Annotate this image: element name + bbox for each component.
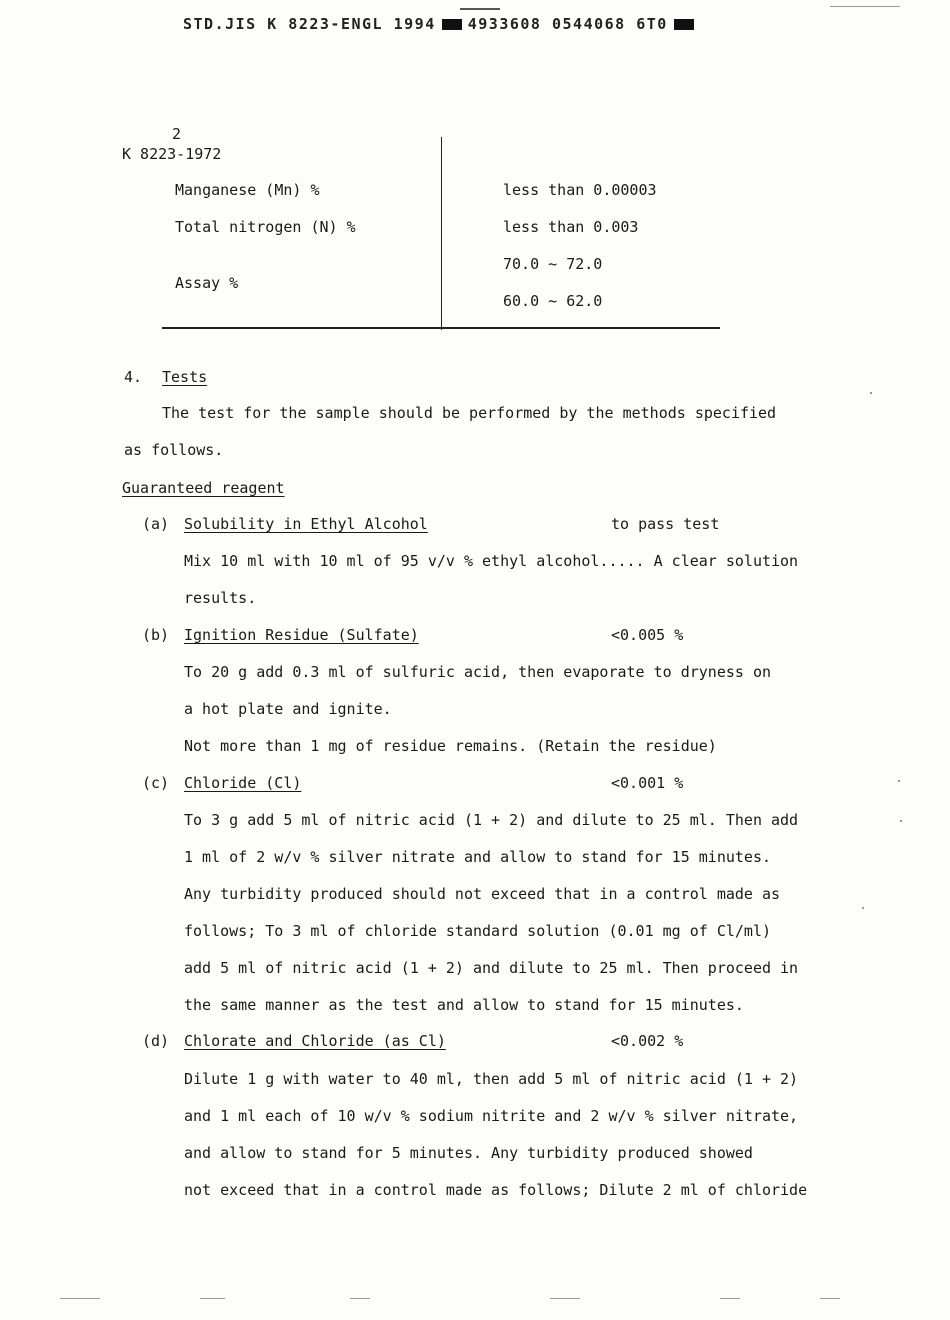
reagent-grade-heading: Guaranteed reagent — [122, 479, 285, 497]
test-c-line: the same manner as the test and allow to stand for 15 minutes. — [184, 996, 744, 1014]
test-d-title: Chlorate and Chloride (as Cl) — [184, 1032, 446, 1050]
document-header — [183, 15, 700, 33]
scan-artifact-line — [820, 1298, 840, 1299]
scan-artifact-line — [60, 1298, 100, 1299]
test-b-title: Ignition Residue (Sulfate) — [184, 626, 419, 644]
test-c-line: 1 ml of 2 w/v % silver nitrate and allow to stand for 15 minutes. — [184, 848, 771, 866]
test-c-line: Any turbidity produced should not exceed that in a control made as — [184, 885, 781, 903]
test-d-limit: <0.002 % — [611, 1032, 684, 1050]
test-b-line: a hot plate and ignite. — [184, 700, 392, 718]
scan-speck — [870, 392, 872, 394]
test-c-line: To 3 g add 5 ml of nitric acid (1 + 2) and dilute to 25 ml. Then add — [184, 811, 799, 829]
test-a-limit: to pass test — [611, 515, 720, 533]
table-bottom-rule — [162, 327, 720, 329]
standard-code: STD.JIS K 8223-ENGL 1994 — [183, 15, 436, 33]
test-b-letter: (b) — [142, 626, 170, 644]
test-b-limit: <0.005 % — [611, 626, 684, 644]
test-c-line: follows; To 3 ml of chloride standard solution (0.01 mg of Cl/ml) — [184, 922, 771, 940]
spec-label-assay: Assay % — [175, 274, 239, 292]
scan-artifact-line — [550, 1298, 580, 1299]
spec-label-nitrogen: Total nitrogen (N) % — [175, 218, 356, 236]
page-number: 2 — [172, 125, 182, 143]
scan-artifact-line — [350, 1298, 370, 1299]
test-c-line: add 5 ml of nitric acid (1 + 2) and dilute to 25 ml. Then proceed in — [184, 959, 799, 977]
test-a-line: results. — [184, 589, 257, 607]
spec-label-manganese: Manganese (Mn) % — [175, 181, 320, 199]
section-intro-line-2: as follows. — [124, 441, 224, 459]
spec-value-assay-2: 60.0 ~ 62.0 — [503, 292, 603, 310]
test-c-letter: (c) — [142, 774, 170, 792]
document-code: K 8223-1972 — [122, 145, 222, 163]
test-c-title: Chloride (Cl) — [184, 774, 302, 792]
section-number: 4. — [124, 368, 143, 386]
test-b-line: To 20 g add 0.3 ml of sulfuric acid, then evaporate to dryness on — [184, 663, 771, 681]
scan-artifact-line — [200, 1298, 225, 1299]
test-a-letter: (a) — [142, 515, 170, 533]
test-d-line: Dilute 1 g with water to 40 ml, then add 5 ml of nitric acid (1 + 2) — [184, 1070, 799, 1088]
redaction-block-icon — [442, 19, 462, 30]
scan-speck — [862, 907, 864, 909]
serial-number: 4933608 0544068 — [467, 15, 626, 33]
spec-value-assay-1: 70.0 ~ 72.0 — [503, 255, 603, 273]
test-d-line: not exceed that in a control made as follows; Dilute 2 ml of chloride — [184, 1181, 808, 1199]
test-a-line: Mix 10 ml with 10 ml of 95 v/v % ethyl alcohol..... A clear solution — [184, 552, 799, 570]
scan-artifact-line — [460, 8, 500, 10]
test-c-limit: <0.001 % — [611, 774, 684, 792]
table-vertical-divider — [441, 137, 442, 330]
scan-artifact-line — [830, 6, 900, 7]
section-intro-line-1: The test for the sample should be performed by the methods specified — [162, 404, 777, 422]
scan-artifact-line — [720, 1298, 740, 1299]
scan-speck — [900, 820, 902, 822]
spec-value-manganese: less than 0.00003 — [503, 181, 657, 199]
test-d-line: and allow to stand for 5 minutes. Any turbidity produced showed — [184, 1144, 753, 1162]
redaction-block-icon — [674, 19, 694, 30]
test-b-line: Not more than 1 mg of residue remains. (Retain the residue) — [184, 737, 717, 755]
test-d-line: and 1 ml each of 10 w/v % sodium nitrite and 2 w/v % silver nitrate, — [184, 1107, 799, 1125]
serial-suffix: 6T0 — [636, 15, 668, 33]
test-d-letter: (d) — [142, 1032, 170, 1050]
spec-value-nitrogen: less than 0.003 — [503, 218, 639, 236]
scan-speck — [898, 780, 900, 782]
section-title: Tests — [162, 368, 208, 386]
test-a-title: Solubility in Ethyl Alcohol — [184, 515, 428, 533]
